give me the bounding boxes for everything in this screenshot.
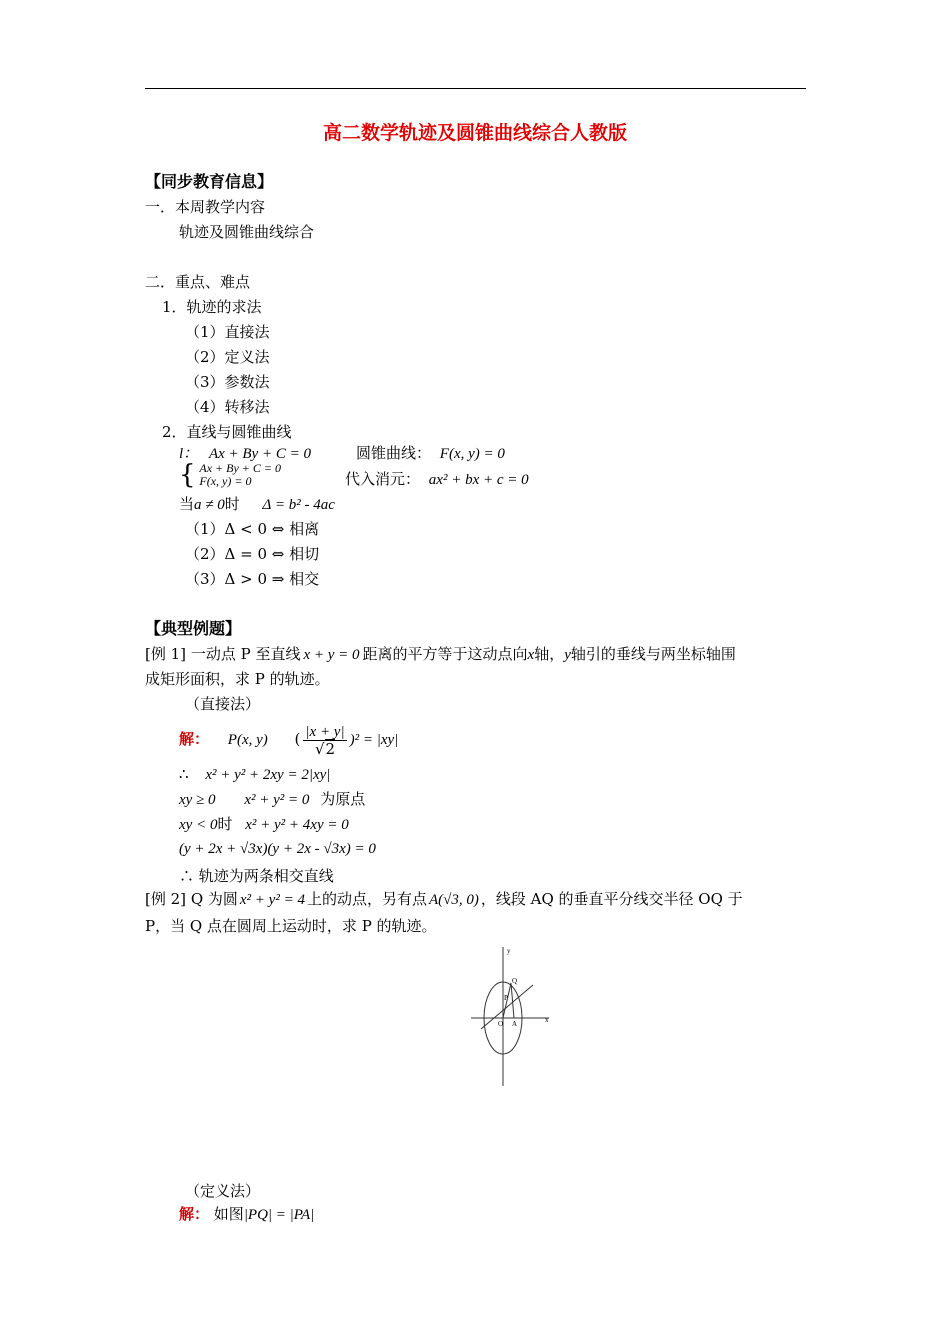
when-suffix: 时 xyxy=(224,495,240,513)
system-of-equations xyxy=(179,462,281,488)
step-2-result: 为原点 xyxy=(320,790,366,808)
x-axis-symbol: x xyxy=(527,647,535,663)
system-brace: { xyxy=(179,460,196,490)
fig-label-y: y xyxy=(507,947,511,955)
y-axis-symbol: y xyxy=(564,647,571,663)
a-nonzero: a ≠ 0 xyxy=(194,497,225,513)
example-2-solution xyxy=(179,1204,314,1225)
point-a: A(√3, 0) xyxy=(428,892,479,908)
item-week-content-detail: 轨迹及圆锥曲线综合 xyxy=(179,223,315,241)
solution-label: 解： xyxy=(179,730,210,748)
therefore-symbol: ∴ xyxy=(179,765,189,783)
conic-label: 圆锥曲线： xyxy=(356,444,432,462)
item-line-conic: 2．直线与圆锥曲线 xyxy=(162,423,292,441)
fig-label-q: Q xyxy=(512,977,518,985)
circle-diagram xyxy=(467,943,553,1089)
system-conic-eq: F(x, y) = 0 xyxy=(199,474,252,488)
quadratic-equation: ax² + bx + c = 0 xyxy=(428,472,529,488)
fraction-numerator: |x + y| xyxy=(305,723,345,740)
fig-label-x: x xyxy=(545,1016,549,1024)
example-2-text-c: ，线段 AQ 的垂直平分线交半径 OQ 于 xyxy=(480,890,743,908)
step-3-condition: xy < 0 xyxy=(179,817,218,833)
discriminant-row xyxy=(179,494,335,515)
example-1-method: （直接法） xyxy=(185,695,261,713)
example-1-line-eq: x + y = 0 xyxy=(303,647,360,663)
step-1-equation: x² + y² + 2xy = 2|xy| xyxy=(205,767,331,783)
method-definition: （2）定义法 xyxy=(185,348,270,366)
example-1-conclusion: ∴ 轨迹为两条相交直线 xyxy=(179,867,334,885)
example-1-line-1 xyxy=(145,644,736,665)
fig-label-p: P xyxy=(504,994,508,1002)
solution-2-equation: |PQ| = |PA| xyxy=(243,1207,315,1223)
page-title: 高二数学轨迹及圆锥曲线综合人教版 xyxy=(322,122,627,144)
point-p: P(x, y) xyxy=(227,732,268,748)
fig-label-a: A xyxy=(512,1020,518,1028)
line-l-label: l： xyxy=(179,446,199,462)
example-2-method: （定义法） xyxy=(185,1182,261,1200)
example-2-line-2: P，当 Q 点在圆周上运动时，求 P 的轨迹。 xyxy=(145,917,437,935)
method-parameter: （3）参数法 xyxy=(185,373,270,391)
step-2 xyxy=(179,789,365,810)
example-1-solution-start: 解： P(x, y) ( $\frac{|x + y|}{√2}$ )² = |xy| xyxy=(179,723,399,758)
elimination-label: 代入消元： xyxy=(345,470,421,488)
header-rule xyxy=(145,88,806,89)
case-intersect: （3）Δ > 0 ⇒ 相交 xyxy=(185,570,320,588)
line-equation: Ax + By + C = 0 xyxy=(208,446,311,462)
example-1-line-2: 成矩形面积，求 P 的轨迹。 xyxy=(145,670,330,688)
step-3-equation: x² + y² + 4xy = 0 xyxy=(245,817,349,833)
item-locus-methods: 1．轨迹的求法 xyxy=(162,298,262,316)
when-label: 当 xyxy=(179,495,195,513)
example-1-text-b: 距离的平方等于这动点向 xyxy=(362,645,528,663)
method-direct: （1）直接法 xyxy=(185,323,270,341)
example-2-text-a: Q 为圆 xyxy=(190,890,238,908)
step-3-when: 时 xyxy=(217,815,233,833)
item-week-content: 一．本周教学内容 xyxy=(145,198,266,216)
solution-label-2: 解： xyxy=(179,1205,210,1223)
step-2-condition: xy ≥ 0 xyxy=(179,792,216,808)
conic-equation-row xyxy=(356,443,505,464)
step-3 xyxy=(179,814,349,835)
item-key-points: 二．重点、难点 xyxy=(145,273,251,291)
example-2-line-1 xyxy=(145,889,743,910)
example-2-text-b: 上的动点，另有点 xyxy=(306,890,427,908)
system-line-eq: Ax + By + C = 0 xyxy=(199,461,281,475)
solution-2-text: 如图 xyxy=(213,1205,244,1223)
example-1-label: [例 1] xyxy=(145,645,187,663)
fig-label-o: O xyxy=(498,1020,504,1028)
example-2-label: [例 2] xyxy=(145,890,187,908)
perpendicular-bisector xyxy=(481,985,533,1029)
case-separate: （1）Δ < 0 ⇔ 相离 xyxy=(185,520,320,538)
section-examples: 【典型例题】 xyxy=(145,619,242,638)
example-1-text-a: 一动点 P 至直线 xyxy=(190,645,301,663)
method-transfer: （4）转移法 xyxy=(185,398,270,416)
step-2-equation: x² + y² = 0 xyxy=(244,792,310,808)
discriminant-formula: Δ = b² - 4ac xyxy=(262,497,335,513)
elimination-row xyxy=(345,469,529,490)
distance-fraction: $\frac{|x + y|}{√2}$ xyxy=(305,723,345,758)
fraction-denominator: 2 xyxy=(325,739,336,758)
case-tangent: （2）Δ = 0 ⇔ 相切 xyxy=(185,545,320,563)
example-1-text-c: 轴， xyxy=(534,645,565,663)
example-1-text-d: 轴引的垂线与两坐标轴围 xyxy=(570,645,736,663)
circle-equation: x² + y² = 4 xyxy=(239,892,305,908)
step-4-factorization: (y + 2x + √3x)(y + 2x - √3x) = 0 xyxy=(179,841,376,857)
section-sync-info: 【同步教育信息】 xyxy=(145,172,274,191)
equation-rhs: )² = |xy| xyxy=(349,732,399,748)
step-1 xyxy=(179,764,330,785)
conic-equation: F(x, y) = 0 xyxy=(439,446,505,462)
